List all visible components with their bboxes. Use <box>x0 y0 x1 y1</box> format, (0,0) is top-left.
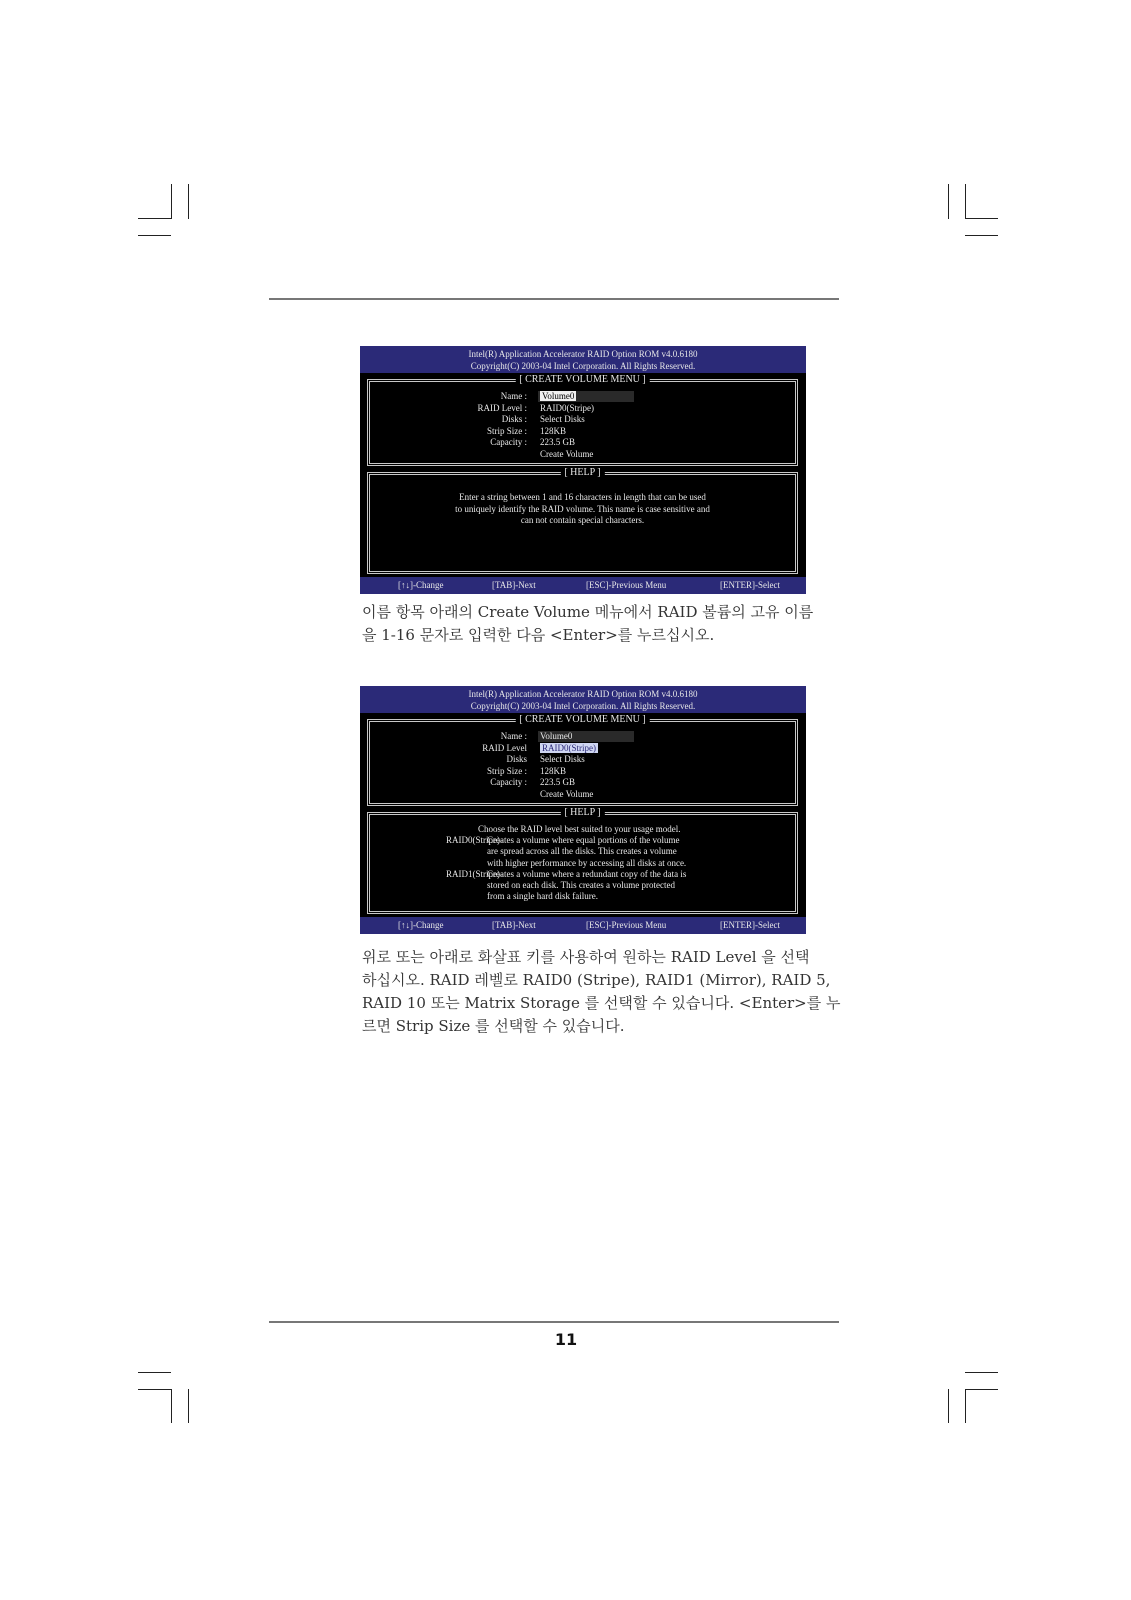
crop-mark <box>948 1389 949 1423</box>
bios-title: Intel(R) Application Accelerator RAID Option ROM v4.0.6180 <box>468 349 698 359</box>
field-raid-level[interactable] <box>370 743 795 755</box>
field-value: RAID0(Stripe) <box>542 742 596 753</box>
field-value: 128KB <box>540 425 567 436</box>
help-key: RAID1(Stripe)- <box>446 868 503 879</box>
field-raid-level[interactable] <box>370 403 795 415</box>
caption-line: 을 1-16 문자로 입력한 다음 <Enter>를 누르십시오. <box>362 626 715 644</box>
help-line: can not contain special characters. <box>520 515 645 525</box>
create-volume-item[interactable] <box>370 789 795 801</box>
bios-header <box>360 346 806 373</box>
key-hint-next: [TAB]-Next <box>492 920 536 930</box>
help-panel <box>367 467 798 574</box>
help-title: [ HELP ] <box>560 466 604 480</box>
field-value: 223.5 GB <box>540 777 576 787</box>
field-name[interactable] <box>370 391 795 403</box>
key-hint-select: [ENTER]-Select <box>720 920 780 930</box>
field-label: Name : <box>500 391 527 401</box>
help-row <box>370 858 795 869</box>
field-value: Select Disks <box>540 414 585 424</box>
key-hint-previous: [ESC]-Previous Menu <box>586 920 667 930</box>
crop-mark <box>965 1389 998 1390</box>
crop-mark <box>965 235 998 236</box>
caption-line: 이름 항목 아래의 Create Volume 메뉴에서 RAID 볼륨의 고유 이름 <box>362 603 814 621</box>
field-value: Volume0 <box>542 391 575 401</box>
name-input[interactable] <box>540 391 576 403</box>
crop-mark <box>171 184 172 219</box>
footer-rule <box>269 1321 839 1323</box>
help-row <box>370 880 795 891</box>
field-strip-size[interactable] <box>370 766 795 778</box>
field-strip-size[interactable] <box>370 426 795 438</box>
help-row <box>370 846 795 857</box>
field-value: 223.5 GB <box>540 437 576 447</box>
caption-line: 하십시오. RAID 레벨로 RAID0 (Stripe), RAID1 (Mirror), RAID 5, <box>362 971 831 989</box>
field-label: Disks <box>506 754 527 764</box>
field-label: Strip Size : <box>487 425 527 436</box>
field-value: Volume0 <box>540 731 573 741</box>
crop-mark <box>965 1372 998 1373</box>
help-text: Choose the RAID level best suited to your usage model. <box>478 824 681 834</box>
menu-title: [ CREATE VOLUME MENU ] <box>515 373 649 387</box>
bios-screenshot-name <box>360 346 806 594</box>
crop-mark <box>171 1389 172 1423</box>
create-volume-item[interactable] <box>370 449 795 461</box>
bios-footer <box>360 577 806 594</box>
field-name[interactable] <box>370 731 795 743</box>
bios-copyright: Copyright(C) 2003-04 Intel Corporation. All Rights Reserved. <box>470 701 696 711</box>
crop-mark <box>138 1389 171 1390</box>
menu-title: [ CREATE VOLUME MENU ] <box>515 713 649 727</box>
help-key: RAID0(Stripe)- <box>446 835 503 846</box>
key-hint-change: [↑↓]-Change <box>398 580 444 590</box>
field-label: Name : <box>500 731 527 741</box>
key-hint-select: [ENTER]-Select <box>720 580 780 590</box>
key-hint-next: [TAB]-Next <box>492 580 536 590</box>
field-disks[interactable] <box>370 414 795 426</box>
help-row <box>370 835 795 846</box>
help-text: Creates a volume where equal portions of the volume <box>487 835 680 846</box>
help-title: [ HELP ] <box>560 806 604 820</box>
field-label: Strip Size : <box>487 765 527 776</box>
field-capacity[interactable] <box>370 437 795 449</box>
bios-copyright: Copyright(C) 2003-04 Intel Corporation. All Rights Reserved. <box>470 361 696 371</box>
crop-mark <box>965 184 966 219</box>
crop-mark <box>138 218 171 219</box>
field-label: Disks : <box>501 414 527 424</box>
bios-title: Intel(R) Application Accelerator RAID Option ROM v4.0.6180 <box>468 689 698 699</box>
field-disks[interactable] <box>370 754 795 766</box>
field-label: RAID Level <box>482 742 527 753</box>
caption-line: RAID 10 또는 Matrix Storage 를 선택할 수 있습니다. <Enter>를 누 <box>362 994 841 1012</box>
field-value: 128KB <box>540 765 567 776</box>
help-line: to uniquely identify the RAID volume. This name is case sensitive and <box>455 503 710 514</box>
caption-1 <box>362 601 842 647</box>
key-hint-previous: [ESC]-Previous Menu <box>586 580 667 590</box>
key-hint-change: [↑↓]-Change <box>398 920 444 930</box>
raid-level-select[interactable] <box>540 743 598 755</box>
field-label: Capacity : <box>490 777 527 787</box>
help-text: with higher performance by accessing all disks at once. <box>487 857 687 868</box>
bios-footer <box>360 917 806 934</box>
help-row <box>370 824 795 835</box>
header-rule <box>269 298 839 300</box>
crop-mark <box>138 1372 171 1373</box>
help-text: are spread across all the disks. This creates a volume <box>487 846 677 857</box>
crop-mark <box>138 235 171 236</box>
field-value: RAID0(Stripe) <box>540 402 594 413</box>
field-value: Create Volume <box>540 788 594 799</box>
bios-header <box>360 686 806 713</box>
crop-mark <box>948 184 949 219</box>
help-line: Enter a string between 1 and 16 characters in length that can be used <box>459 492 706 502</box>
field-label: RAID Level : <box>477 402 527 413</box>
caption-line: 르면 Strip Size 를 선택할 수 있습니다. <box>362 1017 625 1035</box>
field-value: Select Disks <box>540 754 585 764</box>
help-text: from a single hard disk failure. <box>487 891 598 902</box>
help-row <box>370 869 795 880</box>
help-panel <box>367 807 798 914</box>
field-label: Capacity : <box>490 437 527 447</box>
crop-mark <box>965 1389 966 1423</box>
field-capacity[interactable] <box>370 777 795 789</box>
create-volume-menu <box>367 714 798 806</box>
crop-mark <box>965 218 998 219</box>
page-number: 11 <box>554 1330 578 1349</box>
bios-screenshot-raid-level <box>360 686 806 934</box>
crop-mark <box>188 184 189 219</box>
caption-2 <box>362 946 842 1038</box>
create-volume-menu <box>367 374 798 466</box>
field-value: Create Volume <box>540 448 594 459</box>
help-row <box>370 891 795 902</box>
caption-line: 위로 또는 아래로 화살표 키를 사용하여 원하는 RAID Level 을 선택 <box>362 948 810 966</box>
help-text: stored on each disk. This creates a volume protected <box>487 879 676 890</box>
help-text: Creates a volume where a redundant copy of the data is <box>487 868 687 879</box>
crop-mark <box>188 1389 189 1423</box>
